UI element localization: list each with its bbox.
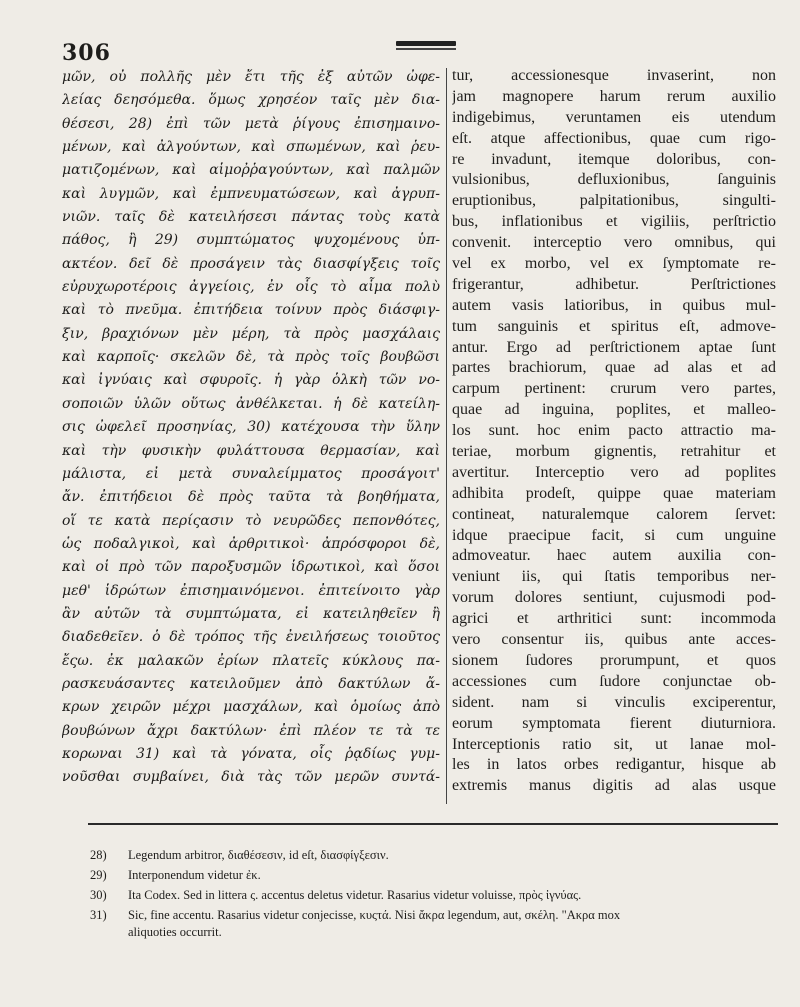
latin-text-line: Interceptionis ratio sit, ut lanae mol- bbox=[452, 735, 776, 753]
footnote-number: 30) bbox=[90, 888, 107, 902]
latin-text-line: eorum symptomata fierent diuturniora. bbox=[452, 714, 776, 732]
latin-text-line: vel ex morbo, vel ex ſymptomate re- bbox=[452, 255, 776, 273]
footnote bbox=[90, 845, 780, 865]
greek-text-line: κρων χειρῶν μέχρι μασχάλων, καὶ ὁμοίως ἀπὸ bbox=[62, 699, 440, 716]
latin-text-line: avertitur. Interceptio vero ad poplites bbox=[452, 463, 776, 481]
greek-text-line: καὶ ἰγνύαις καὶ σφυροῖς. ἡ γὰρ ὁλκὴ τῶν νο- bbox=[62, 372, 440, 389]
footnote-rule bbox=[88, 823, 778, 825]
greek-text-line: μῶν, οὐ πολλῆς μὲν ἔτι τῆς ἐξ αὐτῶν ὠφε- bbox=[62, 69, 440, 85]
greek-text-line: διαδεθεῖεν. ὁ δὲ τρόπος τῆς ἐνειλήσεως τοιοῦτος bbox=[62, 629, 440, 646]
footnote-text: Ita Codex. Sed in littera ς. accentus deletus videtur. Rasarius videtur voluisse, πρὸς ἰγνύας. bbox=[128, 888, 582, 902]
latin-text-line: extremis manus digitis ad alas usque bbox=[452, 777, 776, 795]
page-number: 306 bbox=[62, 40, 111, 66]
latin-text-line: eſt. atque affectionibus, quae cum rigo- bbox=[452, 129, 776, 147]
latin-text-line: vero consentur iis, quibus ante acces- bbox=[452, 631, 776, 649]
footnote bbox=[90, 865, 780, 885]
latin-text-line: accessiones cum ſudore conjunctae ob- bbox=[452, 672, 776, 690]
greek-text-line: εὐρυχωροτέροις ἀγγείοις, ἐν οἷς τὸ αἷμα πολὺ bbox=[62, 279, 440, 296]
latin-text-line: veniunt iis, qui ſtatis temporibus ner- bbox=[452, 568, 776, 586]
latin-text-line: convenit. interceptio vero omnibus, qui bbox=[452, 234, 776, 252]
latin-text-line: sident. nam si vinculis exciperentur, bbox=[452, 693, 776, 711]
latin-text-line: bus, inflationibus et vigiliis, perſtrictio bbox=[452, 213, 776, 231]
greek-text-line: καὶ τὴν φυσικὴν φυλάττουσα θερμασίαν, καὶ bbox=[62, 442, 440, 459]
greek-text-line: βουβώνων ἄχρι δακτύλων· ἐπὶ πλέον τε τὰ τε bbox=[62, 722, 440, 739]
greek-text-line: οἵ τε κατὰ περίςασιν τὸ νευρῶδες πεπονθότες, bbox=[62, 512, 440, 529]
footnote-continuation: aliquoties occurrit. bbox=[128, 925, 222, 939]
latin-text-line: tur, accessionesque invaserint, non bbox=[452, 67, 776, 84]
footnote bbox=[90, 885, 780, 905]
greek-text-line: καὶ οἱ πρὸ τῶν παροξυσμῶν ἱδρωτικοὶ, καὶ ὅσοι bbox=[62, 559, 440, 576]
latin-text-line: autem vasis latioribus, in quibus mul- bbox=[452, 296, 776, 314]
greek-text-line: κορωναι 31) καὶ τὰ γόνατα, οἷς ῥᾳδίως γυμ- bbox=[62, 745, 440, 762]
latin-text-line: carpum pertinent: crurum vero partes, bbox=[452, 380, 776, 398]
greek-text-line: ακτέον. δεῖ δὲ προσάγειν τὰς διασφίγξεις τοῖς bbox=[62, 255, 440, 272]
latin-text-line: les in latos orbes redigantur, hisque ab bbox=[452, 756, 776, 774]
greek-text-line: θέσεσι, 28) ἐπὶ τῶν μετὰ ῥίγους ἐπισημαινο- bbox=[62, 115, 440, 132]
greek-text-line: ρασκευάσαντες κατειλοῦμεν ἀπὸ δακτύλων ἄ- bbox=[62, 675, 440, 692]
footnote bbox=[90, 905, 780, 925]
greek-text-line: μεθ' ἱδρώτων ἐπισημαινόμενοι. ἐπιτείνοιτο γὰρ bbox=[62, 582, 440, 599]
latin-text-line: adhibita prodeſt, quippe quae materiam bbox=[452, 484, 776, 502]
greek-text-line: ἔςω. ἐκ μαλακῶν ἐρίων πλατεῖς κύκλους πα- bbox=[62, 652, 440, 669]
latin-text-line: sionem ſudores prorumpunt, et quos bbox=[452, 651, 776, 669]
latin-text-line: jam magnopere harum rerum auxilio bbox=[452, 87, 776, 105]
latin-text-line: re invadunt, itemque doloribus, con- bbox=[452, 150, 776, 168]
greek-text-line: σοποιῶν ὑλῶν οὕτως ἀνθέλκεται. ἡ δὲ κατείλη- bbox=[62, 395, 440, 412]
footnote-text: Interponendum videtur ἐκ. bbox=[128, 868, 261, 882]
latin-text-line: admoveatur. haec autem auxilia con- bbox=[452, 547, 776, 565]
latin-text-line: antur. Ergo ad perſtrictionem aptae ſunt bbox=[452, 338, 776, 356]
greek-text-line: καὶ τὸ πνεῦμα. ἐπιτήδεια τοίνυν πρὸς διάσφιγ- bbox=[62, 302, 440, 319]
header-rule bbox=[396, 41, 456, 46]
greek-text-line: λείας δεησόμεθα. ὅμως χρησέον ταῖς μὲν δια- bbox=[62, 92, 440, 109]
greek-text-line: καὶ καρποῖς· σκελῶν δὲ, τὰ πρὸς τοῖς βουβῶσι bbox=[62, 349, 440, 366]
latin-text-line: eruptionibus, palpitationibus, singulti- bbox=[452, 192, 776, 210]
footnote-text: Legendum arbitror, διαθέσεσιν, id eſt, διασφίγξεσιν. bbox=[128, 848, 389, 862]
greek-text-column bbox=[62, 66, 440, 790]
greek-text-line: ξιν, βραχιόνων μὲν μέρη, τὰ πρὸς μασχάλαις bbox=[62, 325, 440, 342]
greek-text-line: μένων, καὶ ἀλγούντων, καὶ σπωμένων, καὶ ῥευ- bbox=[62, 139, 440, 156]
greek-text-line: ματιζομένων, καὶ αἱμοῤῥαγούντων, καὶ παλμῶν bbox=[62, 162, 440, 179]
greek-text-line: ἄν. ἐπιτήδειοι δὲ πρὸς ταῦτα τὰ βοηθήματα, bbox=[62, 489, 440, 506]
greek-text-line: σις ὠφελεῖ προσηνίας, 30) κατέχουσα τὴν ὕλην bbox=[62, 419, 440, 436]
greek-text-line: ἂν αὐτῶν τὰ συμπτώματα, εἰ κατειληθεῖεν ἢ bbox=[62, 605, 440, 622]
latin-text-line: indigebimus, veruntamen eis utendum bbox=[452, 108, 776, 126]
footnote-number: 28) bbox=[90, 848, 107, 862]
latin-text-line: teriae, morbum gignentis, retrahitur et bbox=[452, 443, 776, 461]
latin-text-line: contineat, naturalemque calorem ſervet: bbox=[452, 505, 776, 523]
greek-text-line: πάθος, ἢ 29) συμπτώματος ψυχομένους ὑπ- bbox=[62, 232, 440, 249]
latin-text-line: vorum dolores sentiunt, cujusmodi pod- bbox=[452, 589, 776, 607]
greek-text-line: ὡς ποδαλγικοὶ, καὶ ἀρθριτικοὶ· ἀπρόσφοροι δὲ, bbox=[62, 535, 440, 552]
greek-text-line: καὶ λυγμῶν, καὶ ἐμπνευματώσεων, καὶ ἀγρυπ- bbox=[62, 185, 440, 202]
latin-text-column bbox=[452, 66, 776, 797]
footnote-text: Sic, fine accentu. Rasarius videtur conjecisse, κυςτά. Nisi ἄκρα legendum, aut, σκέλη. "Ακρα mox bbox=[128, 908, 621, 922]
latin-text-line: quae ad inguina, poplites, et malleo- bbox=[452, 401, 776, 419]
greek-text-line: νοῦσθαι συμβαίνει, διὰ τὰς τῶν μερῶν συντά- bbox=[62, 769, 440, 786]
greek-text-line: μάλιστα, εἰ μετὰ συναλείμματος προσάγοιτ' bbox=[62, 465, 440, 482]
footnote-number: 31) bbox=[90, 908, 107, 922]
latin-text-line: vulsionibus, defluxionibus, ſanguinis bbox=[452, 171, 776, 189]
column-divider bbox=[446, 68, 447, 804]
footnotes bbox=[90, 845, 780, 939]
footnote-number: 29) bbox=[90, 868, 107, 882]
latin-text-line: los sunt. hoc enim pacto attractio ma- bbox=[452, 422, 776, 440]
latin-text-line: frigerantur, adhibetur. Perſtrictiones bbox=[452, 275, 776, 293]
header-rule-thin bbox=[396, 48, 456, 50]
latin-text-line: agrici et arthritici sunt: incommoda bbox=[452, 610, 776, 628]
latin-text-line: idque praecipue facit, si cum unguine bbox=[452, 526, 776, 544]
latin-text-line: tum sanguinis et spiritus eſt, admove- bbox=[452, 317, 776, 335]
latin-text-line: partes brachiorum, quae ad alas et ad bbox=[452, 359, 776, 377]
greek-text-line: νιῶν. ταῖς δὲ κατειλήσεσι πάντας τοὺς κατὰ bbox=[62, 209, 440, 226]
